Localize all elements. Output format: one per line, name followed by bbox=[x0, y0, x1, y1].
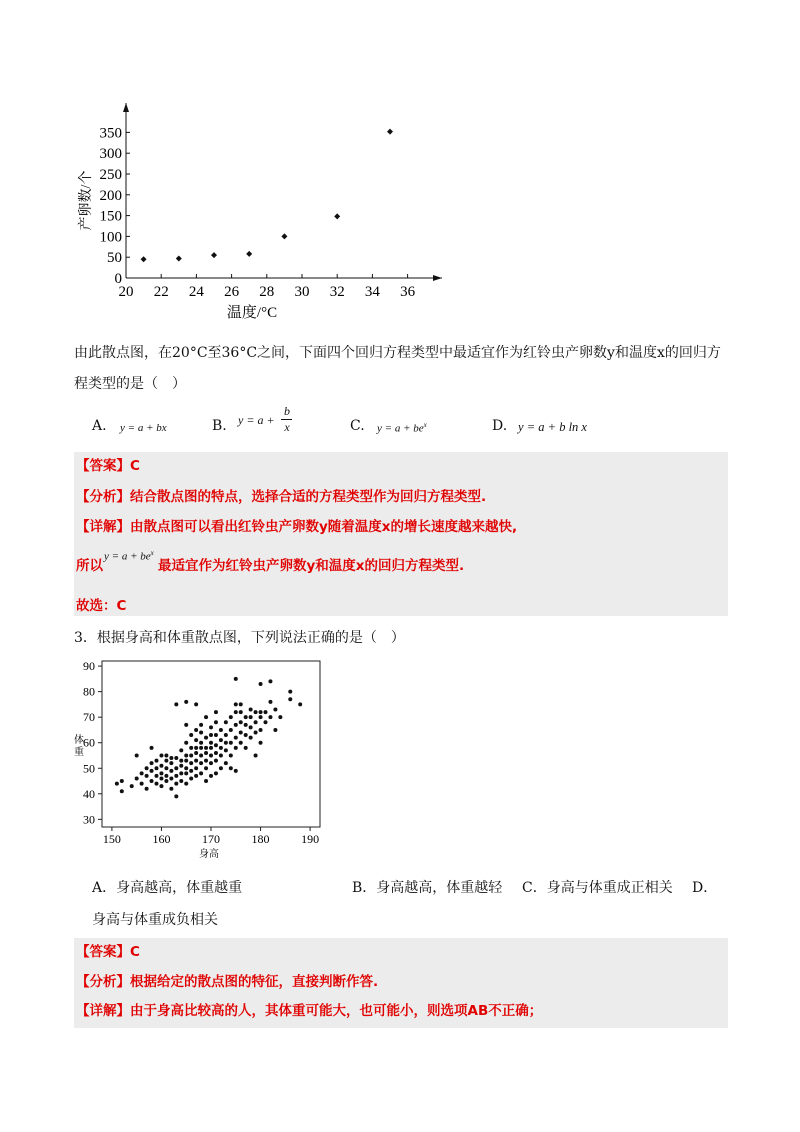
data-point bbox=[224, 748, 228, 752]
x-tick-label: 20 bbox=[118, 284, 134, 300]
data-point bbox=[155, 759, 159, 763]
q2-option-a-label: A. bbox=[92, 418, 107, 434]
data-point bbox=[150, 769, 154, 773]
data-point bbox=[219, 753, 223, 757]
data-point bbox=[184, 766, 188, 770]
data-point bbox=[155, 782, 159, 786]
data-point bbox=[229, 766, 233, 770]
q2-option-b-label: B. bbox=[212, 418, 227, 434]
data-point bbox=[209, 741, 213, 745]
x-axis-label: 身高 bbox=[199, 849, 219, 860]
data-point bbox=[145, 766, 149, 770]
data-point bbox=[224, 761, 228, 765]
data-point bbox=[229, 753, 233, 757]
q2-option-d-label: D. bbox=[492, 418, 508, 434]
data-point bbox=[194, 759, 198, 763]
data-point bbox=[204, 746, 208, 750]
chart1-axes bbox=[77, 103, 442, 321]
data-point bbox=[169, 769, 173, 773]
data-point bbox=[164, 779, 168, 783]
q2-answer-box bbox=[74, 452, 728, 616]
data-point bbox=[204, 751, 208, 755]
data-point bbox=[204, 715, 208, 719]
data-point bbox=[288, 697, 292, 701]
data-point bbox=[155, 774, 159, 778]
q3-stem: 3．根据身高和体重散点图，下列说法正确的是（ ） bbox=[74, 630, 405, 646]
data-point bbox=[179, 748, 183, 752]
data-point bbox=[214, 743, 218, 747]
data-point bbox=[268, 679, 272, 683]
data-point bbox=[234, 723, 238, 727]
data-point bbox=[194, 728, 198, 732]
data-point bbox=[184, 759, 188, 763]
data-point bbox=[234, 736, 238, 740]
data-point bbox=[140, 782, 144, 786]
data-point bbox=[239, 741, 243, 745]
chart2-points bbox=[115, 677, 302, 798]
x-tick-label: 180 bbox=[251, 832, 270, 846]
data-point bbox=[234, 769, 238, 773]
q3-option-b: B．身高越高，体重越轻 bbox=[352, 880, 503, 896]
data-point bbox=[174, 794, 178, 798]
data-point bbox=[214, 710, 218, 714]
y-axis-label-char: 体 bbox=[74, 735, 84, 746]
q3-analysis: 【分析】根据给定的散点图的特征，直接判断作答. bbox=[76, 974, 379, 990]
data-point bbox=[194, 702, 198, 706]
data-point bbox=[199, 731, 203, 735]
y-tick-label: 300 bbox=[99, 146, 122, 163]
y-axis-label-char: 重 bbox=[74, 747, 84, 758]
data-point bbox=[169, 761, 173, 765]
data-point bbox=[239, 731, 243, 735]
data-point bbox=[249, 708, 253, 712]
q2-option-d-formula: y = a + b ln x bbox=[518, 420, 587, 434]
data-point bbox=[174, 756, 178, 760]
data-point bbox=[249, 715, 253, 719]
y-tick-label: 50 bbox=[83, 761, 95, 776]
data-point bbox=[159, 776, 163, 780]
data-point bbox=[204, 736, 208, 740]
data-point bbox=[259, 741, 263, 745]
y-tick-label: 100 bbox=[99, 229, 122, 246]
y-tick-label: 250 bbox=[99, 167, 122, 183]
data-point bbox=[239, 720, 243, 724]
data-point bbox=[281, 233, 287, 239]
data-point bbox=[184, 782, 188, 786]
data-point bbox=[135, 753, 139, 757]
y-axis-arrow bbox=[123, 103, 129, 112]
data-point bbox=[278, 715, 282, 719]
x-tick-label: 32 bbox=[329, 284, 345, 300]
data-point bbox=[199, 771, 203, 775]
data-point bbox=[199, 741, 203, 745]
data-point bbox=[150, 761, 154, 765]
data-point bbox=[174, 774, 178, 778]
data-point bbox=[199, 761, 203, 765]
data-point bbox=[209, 746, 213, 750]
data-point bbox=[209, 761, 213, 765]
data-point bbox=[159, 784, 163, 788]
data-point bbox=[214, 733, 218, 737]
data-point bbox=[219, 766, 223, 770]
y-tick-label: 40 bbox=[83, 786, 95, 801]
data-point bbox=[264, 710, 268, 714]
q3-option-d-label: D． bbox=[692, 880, 718, 896]
data-point bbox=[244, 715, 248, 719]
x-tick-label: 190 bbox=[301, 832, 320, 846]
data-point bbox=[219, 738, 223, 742]
data-point bbox=[199, 746, 203, 750]
y-tick-label: 60 bbox=[83, 735, 95, 750]
data-point bbox=[184, 741, 188, 745]
q2-stem-line1: 由此散点图，在20°C至36°C之间，下面四个回归方程类型中最适宜作为红铃虫产卵数y和温度x的回归方 bbox=[74, 345, 721, 361]
y-tick-label: 70 bbox=[83, 710, 95, 725]
data-point bbox=[174, 702, 178, 706]
data-point bbox=[159, 771, 163, 775]
x-axis-label: 温度/°C bbox=[226, 305, 278, 321]
data-point bbox=[209, 725, 213, 729]
data-point bbox=[219, 746, 223, 750]
data-point bbox=[179, 779, 183, 783]
x-tick-label: 26 bbox=[224, 284, 240, 300]
q2-option-c-formula: $y = a + be^x$ bbox=[377, 421, 427, 435]
data-point bbox=[184, 723, 188, 727]
data-point bbox=[204, 766, 208, 770]
data-point bbox=[169, 756, 173, 760]
y-tick-label: 200 bbox=[99, 187, 122, 204]
data-point bbox=[184, 700, 188, 704]
y-axis-label: 产卵数/个 bbox=[79, 170, 94, 231]
q3-answer: 【答案】C bbox=[76, 944, 140, 960]
data-point bbox=[273, 728, 277, 732]
data-point bbox=[229, 741, 233, 745]
data-point bbox=[219, 728, 223, 732]
data-point bbox=[224, 720, 228, 724]
data-point bbox=[164, 759, 168, 763]
egg-temperature-scatter-chart bbox=[60, 95, 460, 325]
data-point bbox=[204, 779, 208, 783]
data-point bbox=[140, 771, 144, 775]
data-point bbox=[209, 774, 213, 778]
y-tick-label: 90 bbox=[83, 659, 95, 674]
y-tick-label: 80 bbox=[83, 684, 95, 699]
data-point bbox=[254, 710, 258, 714]
data-point bbox=[194, 738, 198, 742]
data-point bbox=[264, 720, 268, 724]
data-point bbox=[115, 782, 119, 786]
data-point bbox=[174, 766, 178, 770]
data-point bbox=[179, 764, 183, 768]
data-point bbox=[224, 733, 228, 737]
data-point bbox=[239, 702, 243, 706]
data-point bbox=[176, 255, 182, 261]
data-point bbox=[244, 746, 248, 750]
q2-detail-line2-prefix: 所以 bbox=[76, 558, 103, 574]
data-point bbox=[214, 771, 218, 775]
data-point bbox=[194, 774, 198, 778]
data-point bbox=[150, 779, 154, 783]
data-point bbox=[209, 733, 213, 737]
data-point bbox=[184, 753, 188, 757]
data-point bbox=[164, 766, 168, 770]
x-tick-label: 36 bbox=[400, 284, 416, 300]
y-tick-label: 30 bbox=[83, 812, 95, 827]
data-point bbox=[179, 771, 183, 775]
y-tick-label: 350 bbox=[99, 125, 122, 142]
x-tick-label: 170 bbox=[202, 832, 220, 846]
data-point bbox=[214, 759, 218, 763]
data-point bbox=[249, 725, 253, 729]
height-weight-scatter-chart bbox=[68, 655, 338, 865]
q2-detail-formula: $y = a + be^x$ bbox=[104, 549, 154, 563]
data-point bbox=[135, 776, 139, 780]
data-point bbox=[259, 728, 263, 732]
data-point bbox=[130, 784, 134, 788]
data-point bbox=[244, 733, 248, 737]
data-point bbox=[273, 708, 277, 712]
q3-option-c: C．身高与体重成正相关 bbox=[522, 880, 673, 896]
data-point bbox=[194, 746, 198, 750]
x-tick-label: 150 bbox=[102, 832, 121, 846]
data-point bbox=[199, 753, 203, 757]
x-tick-label: 34 bbox=[364, 284, 380, 300]
data-point bbox=[254, 731, 258, 735]
y-tick-label: 150 bbox=[99, 208, 122, 225]
q3-option-a: A．身高越高，体重越重 bbox=[92, 880, 243, 896]
data-point bbox=[141, 256, 147, 262]
data-point bbox=[234, 702, 238, 706]
q3-option-d-text: 身高与体重成负相关 bbox=[92, 912, 218, 928]
data-point bbox=[234, 677, 238, 681]
data-point bbox=[298, 702, 302, 706]
data-point bbox=[234, 746, 238, 750]
data-point bbox=[387, 129, 393, 135]
q2-detail-line1: 【详解】由散点图可以看出红铃虫产卵数y随着温度x的增长速度越来越快, bbox=[76, 519, 518, 535]
data-point bbox=[189, 746, 193, 750]
data-point bbox=[259, 710, 263, 714]
x-tick-label: 24 bbox=[188, 284, 204, 300]
data-point bbox=[209, 753, 213, 757]
data-point bbox=[254, 753, 258, 757]
data-point bbox=[179, 759, 183, 763]
data-point bbox=[199, 723, 203, 727]
data-point bbox=[164, 753, 168, 757]
y-tick-label: 0 bbox=[114, 271, 122, 287]
y-tick-label: 50 bbox=[107, 250, 122, 267]
data-point bbox=[268, 700, 272, 704]
data-point bbox=[145, 774, 149, 778]
data-point bbox=[254, 720, 258, 724]
data-point bbox=[229, 715, 233, 719]
q2-stem-line2: 程类型的是（ ） bbox=[74, 376, 186, 392]
data-point bbox=[194, 766, 198, 770]
data-point bbox=[334, 213, 340, 219]
data-point bbox=[211, 252, 217, 258]
data-point bbox=[159, 753, 163, 757]
data-point bbox=[259, 682, 263, 686]
data-point bbox=[288, 690, 292, 694]
data-point bbox=[214, 720, 218, 724]
data-point bbox=[155, 766, 159, 770]
data-point bbox=[189, 753, 193, 757]
data-point bbox=[189, 776, 193, 780]
data-point bbox=[120, 789, 124, 793]
data-point bbox=[164, 774, 168, 778]
data-point bbox=[244, 723, 248, 727]
data-point bbox=[234, 710, 238, 714]
data-point bbox=[204, 759, 208, 763]
x-tick-label: 30 bbox=[294, 284, 310, 300]
data-point bbox=[214, 751, 218, 755]
data-point bbox=[189, 769, 193, 773]
q2-analysis: 【分析】结合散点图的特点，选择合适的方程类型作为回归方程类型. bbox=[76, 489, 487, 505]
data-point bbox=[169, 787, 173, 791]
data-point bbox=[169, 776, 173, 780]
data-point bbox=[229, 728, 233, 732]
data-point bbox=[184, 771, 188, 775]
q2-final-answer: 故选：C bbox=[76, 598, 127, 614]
data-point bbox=[145, 787, 149, 791]
q3-detail: 【详解】由于身高比较高的人，其体重可能大，也可能小，则选项AB不正确； bbox=[76, 1003, 543, 1019]
q2-option-a-formula: y = a + bx bbox=[120, 422, 167, 434]
data-point bbox=[268, 715, 272, 719]
data-point bbox=[120, 779, 124, 783]
q2-detail-line2-suffix: 最适宜作为红铃虫产卵数y和温度x的回归方程类型. bbox=[158, 558, 465, 574]
q3-answer-box bbox=[74, 938, 728, 1028]
data-point bbox=[224, 741, 228, 745]
data-point bbox=[249, 736, 253, 740]
x-tick-label: 160 bbox=[152, 832, 171, 846]
q2-option-c-label: C. bbox=[350, 418, 365, 434]
q2-answer: 【答案】C bbox=[76, 458, 140, 474]
data-point bbox=[189, 733, 193, 737]
x-axis-arrow bbox=[433, 275, 442, 281]
data-point bbox=[159, 764, 163, 768]
x-tick-label: 22 bbox=[153, 284, 169, 300]
data-point bbox=[194, 751, 198, 755]
data-point bbox=[246, 251, 252, 257]
data-point bbox=[150, 746, 154, 750]
data-point bbox=[239, 710, 243, 714]
chart1-points bbox=[141, 129, 393, 263]
data-point bbox=[174, 782, 178, 786]
x-tick-label: 28 bbox=[259, 284, 275, 300]
data-point bbox=[259, 715, 263, 719]
data-point bbox=[189, 761, 193, 765]
